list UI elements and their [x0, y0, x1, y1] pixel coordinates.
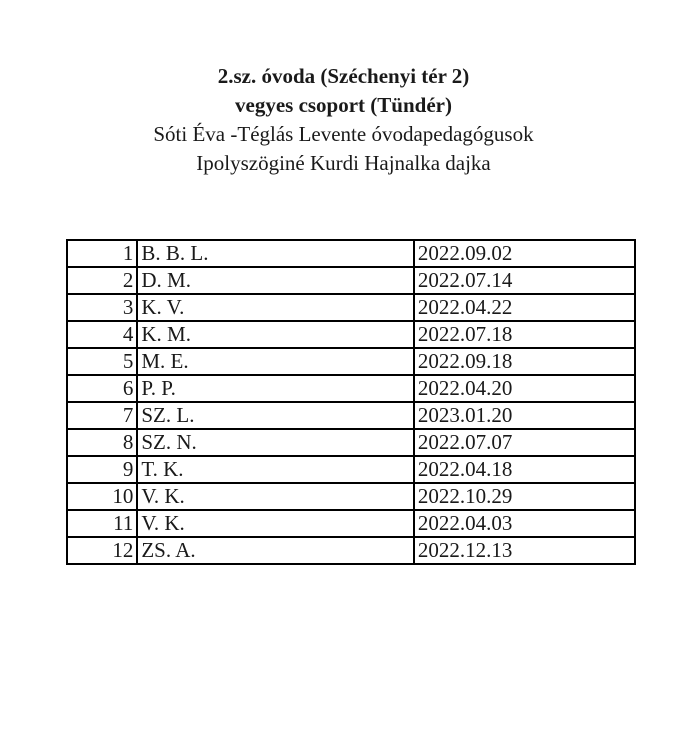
- child-initials: SZ. N.: [137, 429, 413, 456]
- child-initials: B. B. L.: [137, 240, 413, 267]
- child-initials: M. E.: [137, 348, 413, 375]
- date-cell: 2023.01.20: [414, 402, 635, 429]
- children-table: [66, 239, 636, 565]
- child-initials: K. M.: [137, 321, 413, 348]
- table-row: [67, 483, 635, 510]
- row-number: 6: [67, 375, 137, 402]
- row-number: 4: [67, 321, 137, 348]
- row-number: 11: [67, 510, 137, 537]
- table-row: [67, 429, 635, 456]
- date-cell: 2022.09.02: [414, 240, 635, 267]
- date-cell: 2022.10.29: [414, 483, 635, 510]
- child-initials: V. K.: [137, 483, 413, 510]
- table-row: [67, 294, 635, 321]
- row-number: 7: [67, 402, 137, 429]
- row-number: 2: [67, 267, 137, 294]
- date-cell: 2022.12.13: [414, 537, 635, 564]
- child-initials: D. M.: [137, 267, 413, 294]
- table-row: [67, 402, 635, 429]
- table-row: [67, 510, 635, 537]
- child-initials: ZS. A.: [137, 537, 413, 564]
- child-initials: K. V.: [137, 294, 413, 321]
- group-title: vegyes csoport (Tündér): [235, 93, 452, 117]
- table-row: [67, 240, 635, 267]
- child-initials: SZ. L.: [137, 402, 413, 429]
- table-row: [67, 456, 635, 483]
- date-cell: 2022.07.18: [414, 321, 635, 348]
- table-row: [67, 321, 635, 348]
- table-row: [67, 375, 635, 402]
- assistant-line: Ipolyszöginé Kurdi Hajnalka dajka: [196, 151, 491, 175]
- row-number: 9: [67, 456, 137, 483]
- date-cell: 2022.04.18: [414, 456, 635, 483]
- date-cell: 2022.04.03: [414, 510, 635, 537]
- date-cell: 2022.07.07: [414, 429, 635, 456]
- row-number: 8: [67, 429, 137, 456]
- child-initials: P. P.: [137, 375, 413, 402]
- document-header: [0, 62, 687, 178]
- row-number: 12: [67, 537, 137, 564]
- kindergarten-title: 2.sz. óvoda (Széchenyi tér 2): [217, 64, 470, 88]
- row-number: 3: [67, 294, 137, 321]
- teachers-line: Sóti Éva -Téglás Levente óvodapedagógusok: [153, 122, 534, 146]
- date-cell: 2022.04.20: [414, 375, 635, 402]
- date-cell: 2022.09.18: [414, 348, 635, 375]
- table-row: [67, 348, 635, 375]
- row-number: 5: [67, 348, 137, 375]
- row-number: 10: [67, 483, 137, 510]
- row-number: 1: [67, 240, 137, 267]
- date-cell: 2022.07.14: [414, 267, 635, 294]
- children-table-body: [67, 240, 635, 564]
- date-cell: 2022.04.22: [414, 294, 635, 321]
- child-initials: T. K.: [137, 456, 413, 483]
- table-row: [67, 267, 635, 294]
- table-row: [67, 537, 635, 564]
- child-initials: V. K.: [137, 510, 413, 537]
